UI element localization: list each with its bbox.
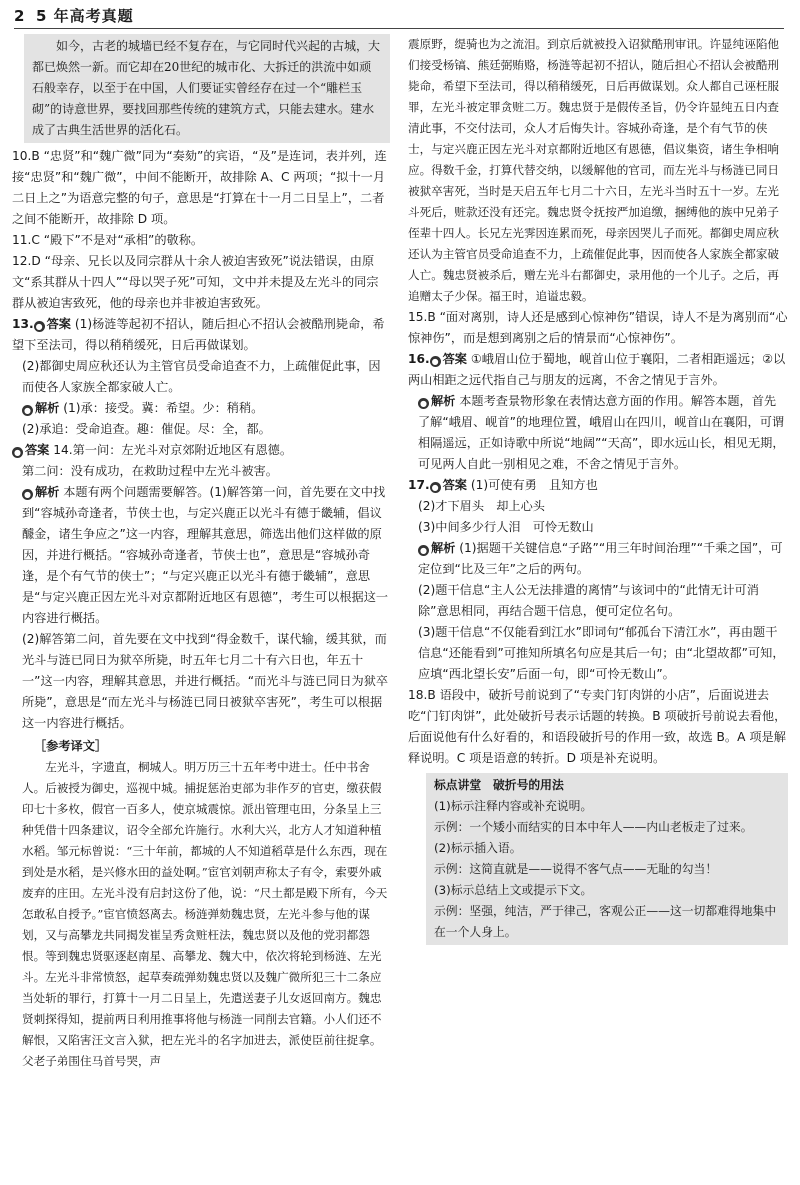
shaded-passage (24, 34, 390, 143)
box-line-3: (2)标示插入语。 (434, 841, 522, 855)
translation-title: ［参考译文］ (34, 739, 108, 753)
page-title: 5 年高考真题 (36, 7, 134, 25)
answer-q12: 12.D “母亲、兄长以及同宗群从十余人被迫害致死”说法错误，由原文“系其群从十四人”“母以哭子死”可知，文中并未提及左光斗的同宗群从被迫害致死，他的母亲也并非被迫害致死。 (12, 254, 379, 310)
q14-analysis-1: 本题有两个问题需要解答。(1)解答第一问，首先要在文中找到“容城孙奇逢者，节侠士也，与定兴鹿正以光斗有德于畿辅，倡议醵金，诸生争应之”这一内容，理解其意思，筛选出他们这样做的原因，并进行概括。“容城孙奇逢者，节侠士也”，意思是“容城孙奇逢，是个有气节的侠士”；“与定兴鹿正以光斗有德于畿辅”，意思是“与定兴鹿正因左光斗对京都附近地区有恩德”，考生可以根据这一内容进行概括。 (22, 485, 389, 625)
q17-answer-3: (3)中间多少行人泪 可怜无数山 (418, 520, 594, 534)
answer-tag: ● 答案 (35, 317, 71, 331)
analysis-marker-icon: ● (22, 489, 33, 500)
q14-analysis-2: (2)解答第二问，首先要在文中找到“得金数千，谋代输，缓其狱，而光斗与涟已同日为狱卒所毙，时五年七月二十有六日也，年五十一”这一内容，理解其意思，并进行概括。“而光斗与涟已同日为狱卒所毙”，意思是“而左光斗与杨涟已同日被狱卒害死”，考生可以根据这一内容进行概括。 (22, 632, 389, 730)
q17-analysis-1: (1)据题干关键信息“子路”“用三年时间治理”“千乘之国”，可定位到“比及三年”之后的两句。 (418, 541, 783, 576)
box-line-1: (1)标示注释内容或补充说明。 (434, 799, 593, 813)
translation (22, 757, 390, 1072)
answer-tag: ● 答案 (431, 352, 467, 366)
box-line-5: (3)标示总结上文或提示下文。 (434, 883, 593, 897)
answer-q18: 18.B 语段中，破折号前说到了“专卖门钉肉饼的小店”，后面说进去吃“门钉肉饼”，此处破折号表示话题的转换。B 项破折号前说去看他，后面说他有什么好看的，和语段破折号的作用一致，故选 B。A 项是解释说明。C 项是语意的转折。D 项是补充说明。 (408, 688, 787, 765)
left-column (12, 34, 390, 1072)
answer-marker-icon: ● (12, 447, 23, 458)
q14-answer (12, 440, 390, 461)
q13-analysis-2: (2)承追：受命追查。趣：催促。尽：全，都。 (22, 422, 271, 436)
q13-analysis (12, 398, 390, 419)
translation-continued (408, 34, 788, 307)
right-column (408, 34, 788, 945)
q17-analysis (408, 538, 788, 580)
q16-answer-text: ①峨眉山位于蜀地，岘首山位于襄阳，二者相距遥远；②以两山相距之远代指自己与朋友的远离，不舍之情见于言外。 (408, 352, 786, 387)
q14-answer-1: 14.第一问：左光斗对京郊附近地区有恩德。 (53, 443, 293, 457)
analysis-tag: ● 解析 (420, 541, 456, 555)
analysis-tag: ● 解析 (24, 401, 60, 415)
answer-q11: 11.C “殿下”不是对“承相”的敬称。 (12, 233, 204, 247)
q16-analysis (408, 391, 788, 475)
q13-analysis-1: (1)承：接受。冀：希望。少：稍稍。 (63, 401, 264, 415)
answer-marker-icon: ● (430, 356, 441, 367)
page-header (14, 4, 784, 29)
q16-analysis-text: 本题考查景物形象在表情达意方面的作用。解答本题，首先了解“峨眉、岘首”的地理位置，峨眉山在四川，岘首山在襄阳，可谓相隔遥远，正如诗歌中所说“地阔”“天高”，即水远山长，相见无期，可见两人自此一别相见之难，不舍之情见于言外。 (418, 394, 785, 471)
analysis-marker-icon: ● (22, 405, 33, 416)
box-title: 标点讲堂 破折号的用法 (434, 778, 564, 792)
box-line-4: 示例：这简直就是——说得不客气点——无耻的勾当！ (434, 862, 718, 876)
translation-text: 左光斗，字遗直，桐城人。明万历三十五年考中进士。任中书舍人。后被授为御史，巡视中城。捕捉惩治吏部为非作歹的官吏，缴获假印七十多枚，假官一百多人，使京城震惊。派出管理屯田，分条呈上三种凭借十四条建议，诏令全部允许施行。水利大兴，北方人才知道种植水稻。邹元标曾说：“三十年前，都城的人不知道稻草是什么东西，现在到处是水稻，是兴修水田的益处啊。”宦官刘朝声称太子有令，索要外戚废弃的庄田。左光斗没有启封这份了他，说：“尺土都是殿下所有，今天怎敢私自授予。”宦官愤怒离去。杨涟弹劾魏忠贤，左光斗参与他的谋划，又与高攀龙共同揭发崔呈秀贪赃枉法，魏忠贤以及他的党羽都怨恨。等到魏忠贤驱逐赵南星、高攀龙、魏大中，依次将轮到杨涟、左光斗。左光斗非常愤怒，起草奏疏弹劾魏忠贤以及魏广微所犯三十二条应当处斩的罪行，打算十一月二日呈上，先遣送妻子儿女返回南方。魏忠贤刺探得知，提前两日利用推事将他与杨涟一同削去官籍。小人们还不解恨，又陷害汪文言入狱，把左光斗的名字加进去，派使臣前往捉拿。父老子弟围住马首号哭，声 (22, 760, 388, 1068)
answer-q10: 10.B “忠贤”和“魏广微”同为“奏劾”的宾语，“及”是连词，表并列，连接“忠贤”和“魏广微”，中间不能断开，故排除 A、C 两项；“拟十一月二日上之”为语意完整的句子，意思是“打算在十一月二日呈上”，二者之间不能断开，故排除 D 项。 (12, 149, 387, 226)
q17-answer-1: (1)可使有勇 且知方也 (470, 478, 598, 492)
answer-marker-icon: ● (34, 321, 45, 332)
shaded-text: 如今，古老的城墙已经不复存在，与它同时代兴起的古城，大都已焕然一新。而它却在20世纪的城市化、大拆迁的洪流中如顽石般幸存，以至于在中国，人们要证实曾经存在过一个“雕栏玉砌”的诗意世界，要找回那些传统的建筑方式，只能去建水。建水成了古典生活世界的活化石。 (32, 39, 381, 137)
q16-answer: 16. ● 答案 ①峨眉山位于蜀地，岘首山位于襄阳，二者相距遥远；②以两山相距之远代指自己与朋友的远离，不舍之情见于言外。 (408, 349, 788, 391)
analysis-tag: ● 解析 (420, 394, 456, 408)
q17-answer: 17. ● 答案 (1)可使有勇 且知方也 (408, 475, 788, 496)
analysis-marker-icon: ● (418, 545, 429, 556)
q17-analysis-3: (3)题干信息“不仅能看到江水”即词句“郁孤台下清江水”，再由题干信息“还能看到”可推知所填名句应是其后一句；由“北望故都”可知，应填“西北望长安”后面一句，即“可怜无数山”。 (418, 625, 785, 681)
q14-analysis (12, 482, 390, 629)
q13-answer-2: (2)都御史周应秋还认为主管官员受命追查不力，上疏催促此事，因而使各人家族全都家破人亡。 (22, 359, 381, 394)
answer-tag: ● 答案 (431, 478, 467, 492)
q13-answer: 13. ● 答案 (1)杨涟等起初不招认，随后担心不招认会被酷刑毙命，希望下至法司，得以稍稍缓死，日后再做谋划。 (12, 314, 390, 356)
answer-q15: 15.B “面对离别，诗人还是感到心惊神伤”错误，诗人不是为离别而“心惊神伤”，而是想到离别之后的情景而“心惊神伤”。 (408, 310, 788, 345)
answer-tag: ● 答案 (14, 443, 50, 457)
q13-answer-1: (1)杨涟等起初不招认，随后担心不招认会被酷刑毙命，希望下至法司，得以稍稍缓死，日后再做谋划。 (12, 317, 385, 352)
q14-answer-2: 第二问：没有成功，在救助过程中左光斗被害。 (22, 464, 278, 478)
punctuation-box (426, 773, 788, 945)
box-line-6: 示例：坚强，纯洁，严于律己，客观公正——这一切都难得地集中在一个人身上。 (434, 904, 777, 939)
translation-continued-text: 震原野，缇骑也为之流泪。到京后就被投入诏狱酷刑审讯。许显纯诬陷他们接受杨镐、熊廷弼贿赂，杨涟等起初不招认，随后担心不招认会被酷刑毙命，希望下至法司，得以稍稍缓死，日后再做谋划。众人都自己诬枉服罪，左光斗被定罪贪赃二万。魏忠贤于是假传圣旨，仍令许显纯五日内查清此事，不交付法司，众人才后悔失计。容城孙奇逢，是个有气节的侠士，与定兴鹿正因左光斗对京都附近地区有恩德，倡议集资，诸生争相响应。得数千金，打算代替交纳，以缓解他的官司，而左光斗与杨涟已同日被狱卒害死，当时是天启五年七月二十六日，左光斗当时五十一岁。左光斗死后，赃款还没有还完。魏忠贤令抚按严加追缴，捆缚他的族中兄弟子侄辈十四人。长兄左光霁因连累而死，母亲因哭儿子而死。都御史周应秋还认为主管官员受命追查不力，上疏催促此事，因而使各人家族全都家破人亡。魏忠贤被杀后，赠左光斗右都御史，录用他的一个儿子。之后，再追赠太子少保。福王时，追谥忠毅。 (408, 37, 780, 303)
answer-marker-icon: ● (430, 482, 441, 493)
page-number: 2 (14, 7, 25, 25)
q17-analysis-2: (2)题干信息“主人公无法排遣的离情”与该词中的“此情无计可消除”意思相同，再结合题干信息，便可定位名句。 (418, 583, 759, 618)
analysis-tag: ● 解析 (24, 485, 60, 499)
q17-answer-2: (2)才下眉头 却上心头 (418, 499, 545, 513)
box-line-2: 示例：一个矮小而结实的日本中年人——内山老板走了过来。 (434, 820, 753, 834)
analysis-marker-icon: ● (418, 398, 429, 409)
